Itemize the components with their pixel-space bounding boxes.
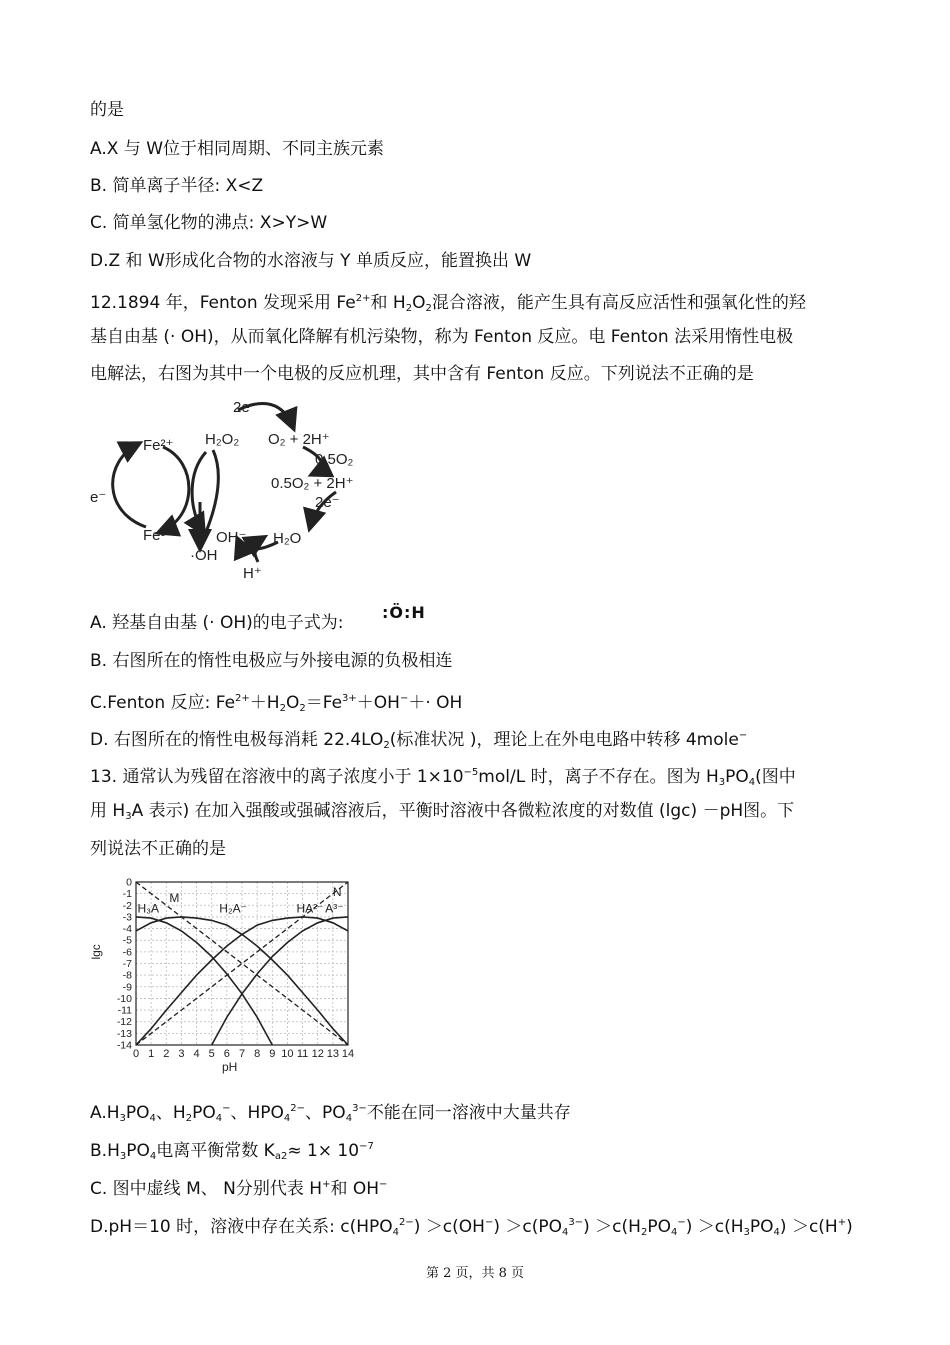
fe2-label: Fe²⁺ xyxy=(143,437,174,454)
q13-option-d: D.pH＝10 时，溶液中存在关系: $c(HPO_4^{2-}) >c(OH^-) >c(PO_4^{3-}) >c(H_2PO_4^-) >c(H_3PO_4) >c(H^+)$ xyxy=(90,1217,853,1238)
y-tick-label: -14 xyxy=(116,1039,132,1052)
x-tick-label: 13 xyxy=(326,1048,339,1060)
y-tick-label: -3 xyxy=(122,911,132,924)
y-tick-label: -4 xyxy=(122,923,132,936)
y-tick-label: -6 xyxy=(122,946,132,959)
x-axis-label: pH xyxy=(222,1060,238,1074)
fenton-mechanism-diagram xyxy=(88,392,378,592)
series-line-H₂A⁻ xyxy=(136,917,348,1045)
x-tick-label: 7 xyxy=(238,1048,246,1060)
o2-2h-label: O₂ + 2H⁺ xyxy=(268,431,330,448)
y-tick-label: -1 xyxy=(122,888,132,901)
series-line-HA²⁻ xyxy=(136,917,348,1045)
y-tick-label: -10 xyxy=(116,992,132,1005)
oh-minus-label: OH⁻ xyxy=(216,529,247,546)
e-left-label: e⁻ xyxy=(90,489,107,506)
q11-option-c: C. 简单氢化物的沸点: X>Y>W xyxy=(90,213,328,233)
y-tick-label: -13 xyxy=(116,1027,132,1040)
x-tick-label: 0 xyxy=(132,1048,140,1060)
x-tick-label: 5 xyxy=(208,1048,215,1060)
q12-option-b: B. 右图所在的惰性电极应与外接电源的负极相连 xyxy=(90,651,453,671)
lgc-ph-chart xyxy=(88,868,368,1083)
fe3-label: Fe³⁺ xyxy=(143,527,174,544)
curve-label: H₃A xyxy=(137,901,160,916)
y-tick-label: 0 xyxy=(126,876,132,889)
curve-label: M xyxy=(169,890,180,905)
q11-option-d: D.Z 和 W形成化合物的水溶液与 Y 单质反应，能置换出 W xyxy=(90,251,532,271)
x-tick-label: 12 xyxy=(311,1048,324,1060)
q12-stem-line1: 12.1894 年，Fenton 发现采用 $Fe^{2+}$和 $H_2O_2$混合溶液，能产生具有高反应活性和强氧化性的羟 xyxy=(90,293,806,314)
q13-stem-line3: 列说法不正确的是 xyxy=(90,839,226,859)
x-tick-label: 9 xyxy=(269,1048,276,1060)
x-tick-label: 14 xyxy=(341,1048,355,1060)
x-tick-label: 1 xyxy=(148,1048,155,1060)
x-tick-label: 11 xyxy=(296,1048,309,1060)
x-tick-label: 2 xyxy=(163,1048,170,1060)
h-plus-label: H⁺ xyxy=(243,565,262,582)
q13-option-b: $B.H_3PO_4$电离平衡常数 $K_{a2}\approx 1\times 10^{-7}$ xyxy=(90,1141,374,1162)
y-tick-label: -11 xyxy=(117,1004,132,1017)
q11-option-b: B. 简单离子半径: X<Z xyxy=(90,176,264,196)
q13-stem-line2: 用 $H_3A$ 表示) 在加入强酸或强碱溶液后，平衡时溶液中各微粒浓度的对数值 (lgc) －pH图。下 xyxy=(90,801,795,822)
x-tick-label: 3 xyxy=(178,1048,185,1060)
h2o2-label: H₂O₂ xyxy=(205,431,240,448)
q11-stem-end: 的是 xyxy=(90,100,124,120)
curve-label: N xyxy=(332,884,342,899)
q11-option-a: A.X 与 W位于相同周期、不同主族元素 xyxy=(90,139,384,159)
x-tick-label: 6 xyxy=(223,1048,230,1060)
half-o2-2h-label: 0.5O₂ + 2H⁺ xyxy=(271,475,354,492)
h2o-label: H₂O xyxy=(273,530,302,547)
q12-option-a: A. 羟基自由基 (· OH)的电子式为: :Ö:H xyxy=(90,603,426,633)
q12-stem-line3: 电解法，右图为其中一个电极的反应机理，其中含有 Fenton 反应。下列说法不正确的是 xyxy=(90,364,754,384)
y-tick-label: -5 xyxy=(122,934,132,947)
q13-option-c: C. 图中虚线 M、 N分别代表 H+和 OH− xyxy=(90,1179,388,1199)
y-tick-label: -8 xyxy=(122,969,132,982)
y-tick-label: -2 xyxy=(122,899,132,912)
x-tick-label: 4 xyxy=(193,1048,200,1060)
q12-option-d: D. 右图所在的惰性电极每消耗 $22.4LO_2$(标准状况 )，理论上在外电电路中转移 4mole− xyxy=(90,730,748,751)
curve-label: A³⁻ xyxy=(325,901,344,916)
hydroxyl-electron-formula: :Ö:H xyxy=(382,603,426,622)
curve-label: HA²⁻ xyxy=(296,901,324,916)
page-footer: 第 2 页，共 8 页 xyxy=(425,1266,525,1281)
q12-stem-line2: 基自由基 (· OH)，从而氧化降解有机污染物，称为 Fenton 反应。电 Fenton 法采用惰性电极 xyxy=(90,327,794,347)
y-tick-label: -9 xyxy=(122,981,132,994)
x-tick-label: 8 xyxy=(254,1048,261,1060)
oh-radical-label: ·OH xyxy=(190,547,218,564)
half-o2-label: 0.5O₂ xyxy=(315,451,354,468)
q13-stem-line1: 13. 通常认为残留在溶液中的离子浓度小于 $1\times 10^{-5}mol/L$ 时，离子不存在。图为 $H_3PO_4$(图中 xyxy=(90,767,796,788)
y-tick-label: -7 xyxy=(122,958,132,970)
e-mid-label: 2e⁻ xyxy=(315,494,340,511)
curve-label: H₂A⁻ xyxy=(219,901,247,916)
q13-option-a: $A.H_3PO_4$、$H_2PO_4^-$、$HPO_4^{2-}$、$PO_4^{3-}$不能在同一溶液中大量共存 xyxy=(90,1103,571,1124)
y-tick-label: -12 xyxy=(116,1016,132,1029)
x-tick-label: 10 xyxy=(281,1048,294,1060)
y-axis-label: lgc xyxy=(89,944,103,960)
e-top-label: 2e⁻ xyxy=(233,399,258,416)
q12-option-c: C.Fenton 反应: $Fe^{2+}+H_2O_2=Fe^{3+}+OH^-+\cdot$ OH xyxy=(90,693,463,714)
